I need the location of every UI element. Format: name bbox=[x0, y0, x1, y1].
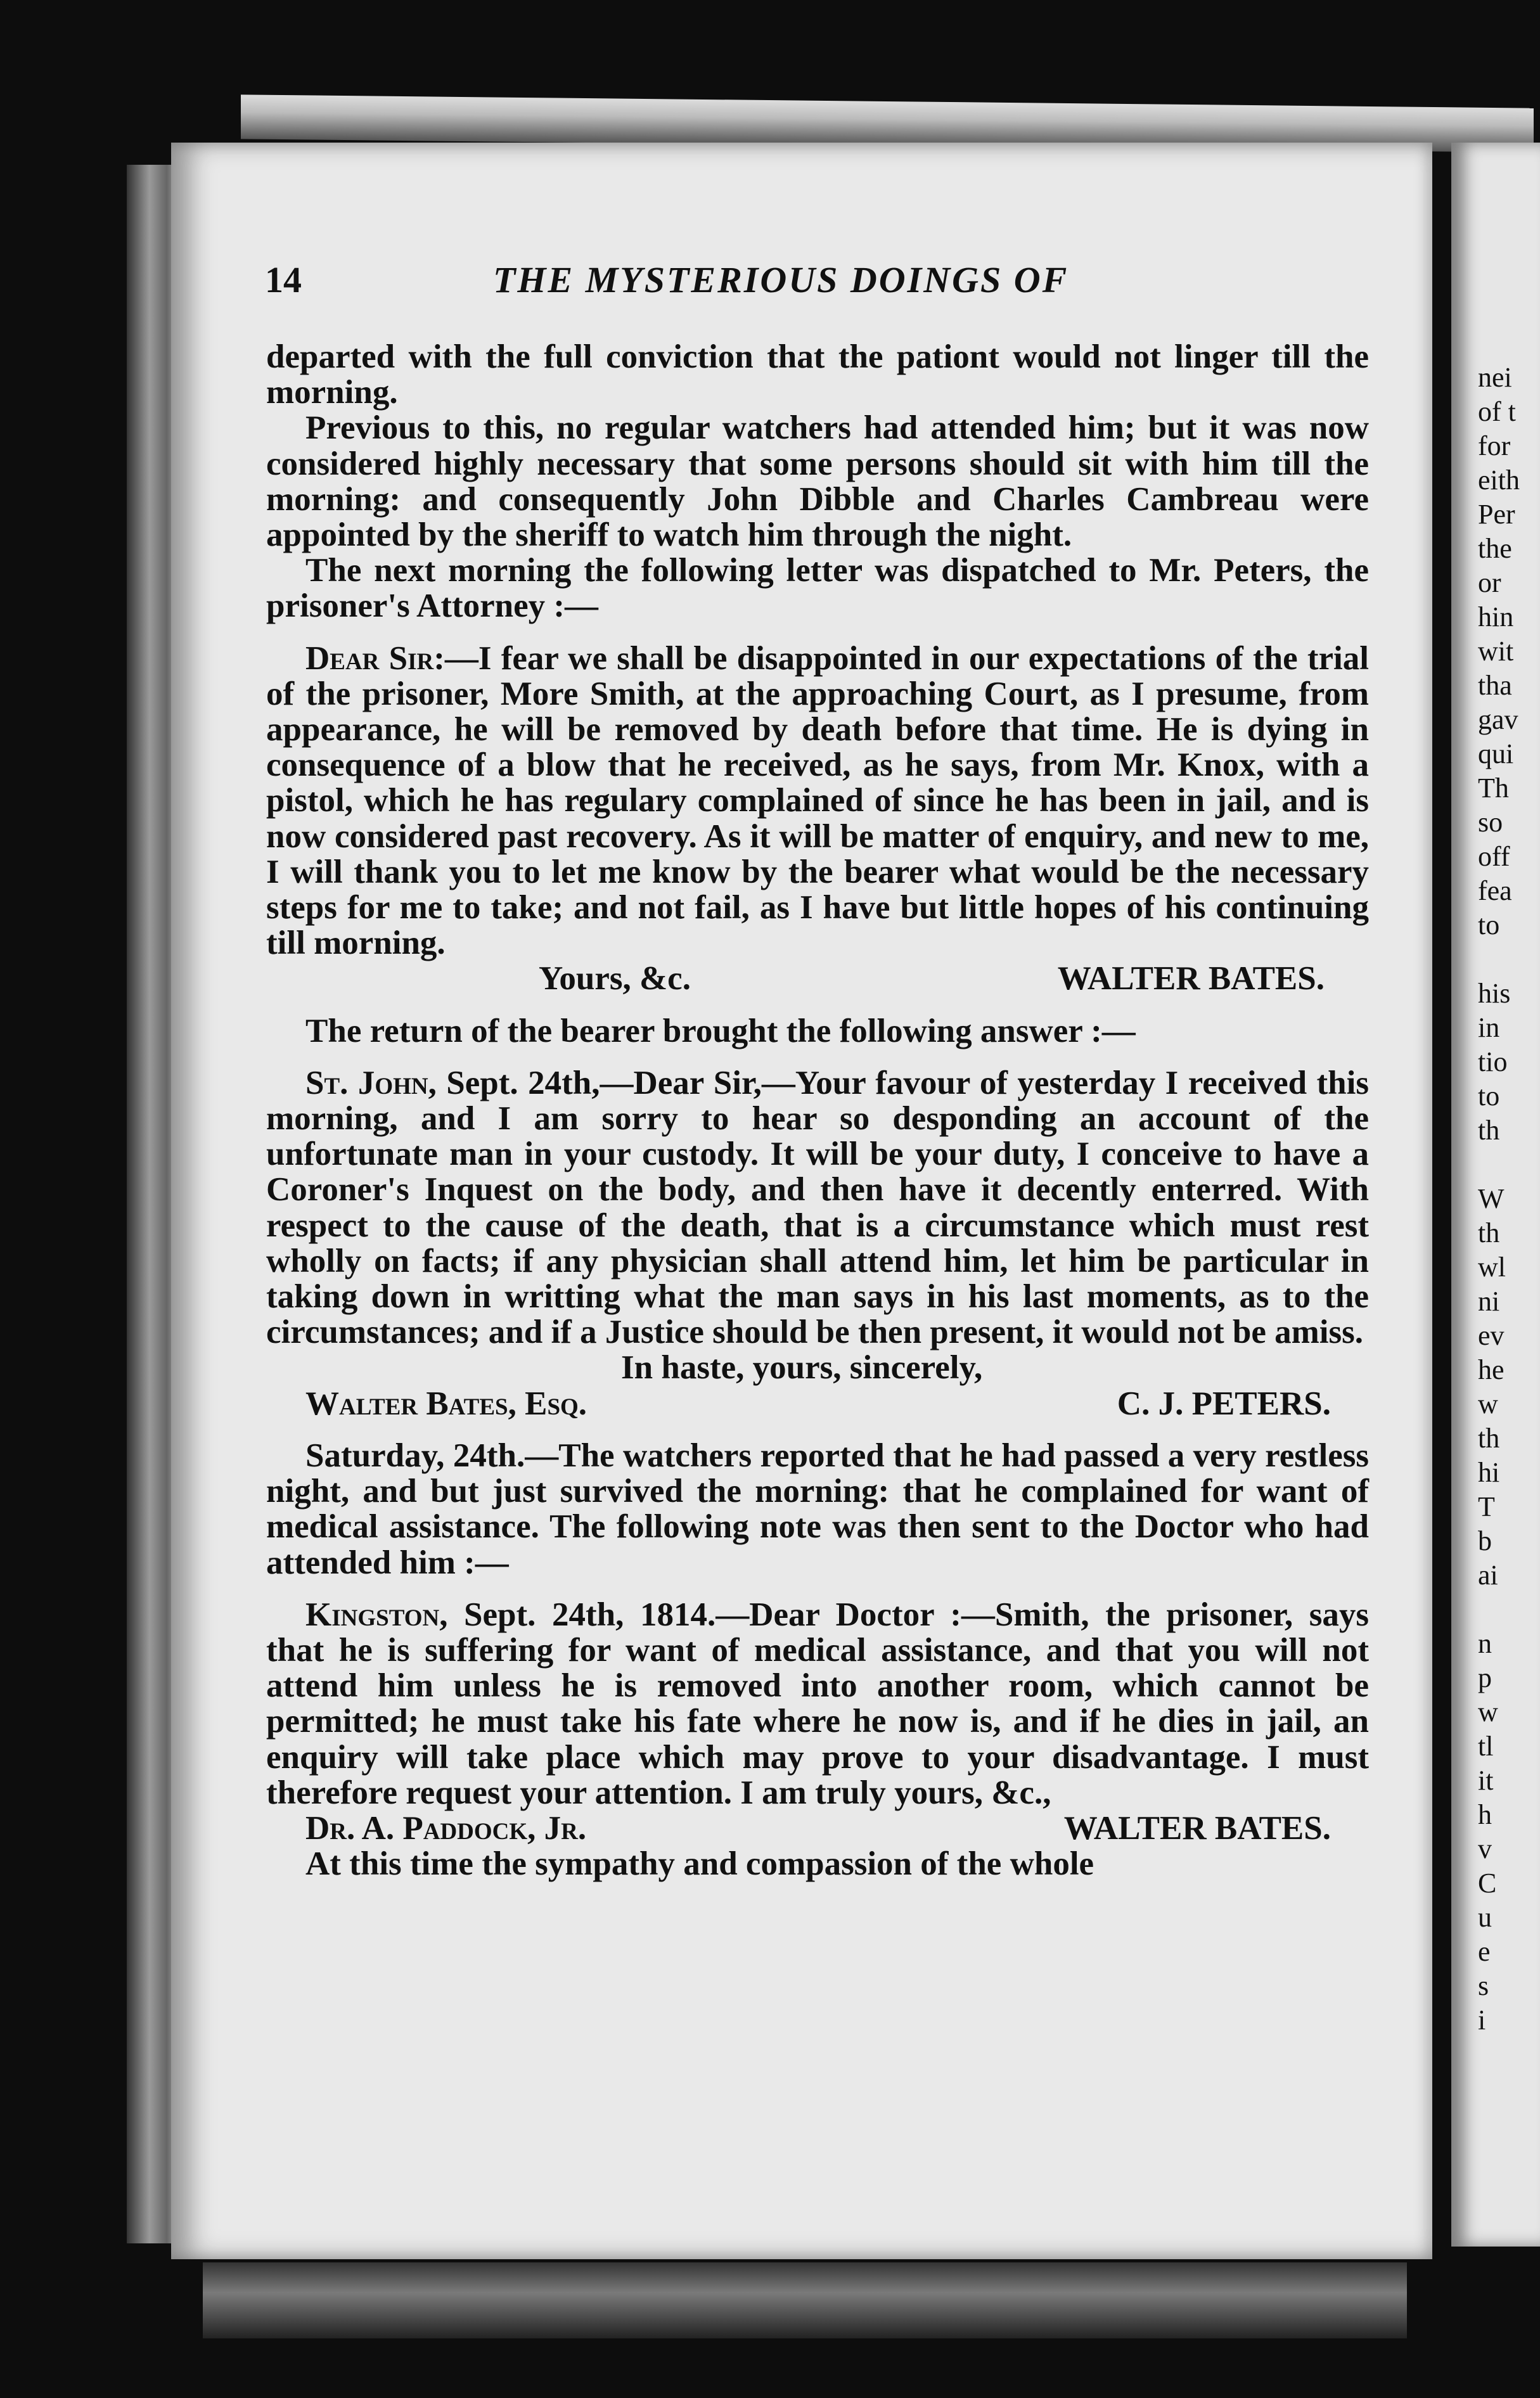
facing-page-fragment: Per bbox=[1478, 499, 1515, 530]
paragraph: Previous to this, no regular watchers had attended him; but it was now considered highly necessary that some persons should sit with him till the morning: and consequently John Dibble and Charles Cambreau were appointed by the sheriff to watch him through the night. bbox=[266, 409, 1369, 554]
facing-page-fragment: off bbox=[1478, 841, 1510, 872]
letter-body: Dear Sir:—I fear we shall be disappointed in our expectations of the trial of the prisoner, More Smith, at the approaching Court, as I presume, from appearance, he will be removed by death before that time. He is dying in consequence of a blow that he received, as he says, from Mr. Knox, with a pistol, which he has regulary complained of since he has been in jail, and is now considered past recovery. As it will be matter of enquiry, and new to me, I will thank you to let me know by the bearer what would be the necessary steps for me to take; and not fail, as I have but little hopes of his continuing till morning. bbox=[266, 639, 1369, 962]
letter-place: St. John bbox=[305, 1064, 428, 1101]
facing-page-fragment: th bbox=[1478, 1217, 1500, 1248]
letter-addressee: Walter Bates, Esq. bbox=[305, 1385, 587, 1422]
facing-page-fragment: Th bbox=[1478, 773, 1509, 804]
facing-page-fragment: gav bbox=[1478, 704, 1518, 735]
facing-page-fragment: b bbox=[1478, 1525, 1492, 1556]
facing-page-fragment: hin bbox=[1478, 601, 1514, 632]
facing-page-fragment: or bbox=[1478, 567, 1501, 598]
facing-page-fragment: eith bbox=[1478, 465, 1520, 496]
facing-page-fragment: T bbox=[1478, 1491, 1495, 1522]
letter-closing: Yours, &c. bbox=[539, 960, 691, 997]
letter-signoff bbox=[266, 961, 1369, 996]
page-header bbox=[265, 259, 1368, 309]
facing-page-fragment: tl bbox=[1478, 1731, 1494, 1762]
facing-page-fragment: fea bbox=[1478, 875, 1512, 906]
letter-signoff bbox=[266, 1386, 1369, 1421]
facing-page-fragment: tha bbox=[1478, 670, 1512, 701]
facing-page-fragment: of t bbox=[1478, 396, 1516, 427]
letter-addressee: Dr. A. Paddock, Jr. bbox=[305, 1809, 587, 1847]
facing-page-fragment: he bbox=[1478, 1354, 1505, 1385]
facing-page-fragment: in bbox=[1478, 1012, 1500, 1043]
paragraph: At this time the sympathy and compassion of the whole bbox=[305, 1845, 1094, 1883]
letter-body: St. John, Sept. 24th,—Dear Sir,—Your favour of yesterday I received this morning, and I am sorry to hear so desponding an account of the unfortunate man in your custody. It will be your duty, I conceive to have a Coroner's Inquest on the body, and then have it decently enterred. With respect to the cause of the death, that is a circumstance which must rest wholly on facts; if any physician shall attend him, let him be particular in taking down in writting what the man says in his last moments, as to the circumstances; and if a Justice should be then present, it would not be amiss. bbox=[266, 1064, 1369, 1351]
paragraph: departed with the full conviction that the pationt would not linger till the morning. bbox=[266, 338, 1369, 411]
facing-page-fragment: W bbox=[1478, 1183, 1505, 1214]
facing-page-fragment: to bbox=[1478, 909, 1500, 940]
facing-page-fragment: C bbox=[1478, 1868, 1497, 1899]
facing-page-fragment: v bbox=[1478, 1833, 1492, 1864]
facing-page-fragment: wl bbox=[1478, 1252, 1506, 1283]
facing-page-fragment: wit bbox=[1478, 636, 1514, 667]
letter-place: Kingston bbox=[305, 1596, 440, 1633]
paragraph: The return of the bearer brought the following answer :— bbox=[305, 1012, 1136, 1049]
facing-page-fragment: e bbox=[1478, 1936, 1491, 1967]
facing-page-fragment: nei bbox=[1478, 362, 1512, 393]
facing-page-fragment: the bbox=[1478, 533, 1512, 564]
letter-body: Kingston, Sept. 24th, 1814.—Dear Doctor :—Smith, the prisoner, says that he is suffering for want of medical assistance, and that you will not attend him unless he is removed into another room, which cannot be permitted; he must take his fate where he now is, and if he dies in jail, an enquiry will take place which may prove to your disadvantage. I must therefore request your attention. I am truly yours, &c., bbox=[266, 1596, 1369, 1811]
facing-page-fragment: ai bbox=[1478, 1560, 1498, 1591]
page-body bbox=[266, 339, 1369, 1882]
paragraph: Saturday, 24th.—The watchers reported that he had passed a very restless night, and but just survived the morning: that he complained for want of medical assistance. The following note was then sent to the Doctor who had attended him :— bbox=[266, 1437, 1369, 1581]
bottom-binding-strip bbox=[203, 2262, 1407, 2338]
facing-page-fragment: s bbox=[1478, 1970, 1489, 2001]
facing-page-fragment: w bbox=[1478, 1388, 1498, 1420]
facing-page-fragment: th bbox=[1478, 1115, 1500, 1146]
facing-page-fragment: w bbox=[1478, 1696, 1498, 1728]
facing-page-fragment: so bbox=[1478, 807, 1503, 838]
paragraph: The next morning the following letter was dispatched to Mr. Peters, the prisoner's Attorney :— bbox=[266, 552, 1369, 625]
facing-page-fragment: ev bbox=[1478, 1320, 1505, 1351]
facing-page-fragment: p bbox=[1478, 1662, 1492, 1693]
facing-page bbox=[1451, 143, 1540, 2247]
facing-page-fragment: u bbox=[1478, 1902, 1492, 1933]
facing-page-fragment: qui bbox=[1478, 738, 1514, 769]
facing-page-fragment: tio bbox=[1478, 1046, 1508, 1077]
facing-page-fragment: n bbox=[1478, 1628, 1492, 1659]
facing-page-fragment: for bbox=[1478, 430, 1511, 461]
facing-page-fragment: to bbox=[1478, 1080, 1500, 1112]
letter-signature: WALTER BATES. bbox=[1057, 960, 1325, 997]
letter-signature: WALTER BATES. bbox=[1063, 1809, 1331, 1847]
facing-page-fragment: i bbox=[1478, 2004, 1486, 2036]
letter-signoff bbox=[266, 1811, 1369, 1846]
facing-page-fragment: it bbox=[1478, 1765, 1494, 1796]
page-number: 14 bbox=[265, 259, 302, 300]
facing-page-fragment: h bbox=[1478, 1799, 1492, 1830]
facing-page-fragment: hi bbox=[1478, 1457, 1500, 1488]
facing-page-fragment: th bbox=[1478, 1423, 1500, 1454]
facing-page-fragment: his bbox=[1478, 978, 1511, 1009]
letter-closing: In haste, yours, sincerely, bbox=[621, 1349, 983, 1387]
letter-signature: C. J. PETERS. bbox=[1117, 1385, 1331, 1422]
facing-page-fragment: ni bbox=[1478, 1286, 1500, 1317]
letter-salutation: Dear Sir bbox=[305, 639, 434, 677]
running-head: THE MYSTERIOUS DOINGS OF bbox=[493, 259, 1069, 300]
